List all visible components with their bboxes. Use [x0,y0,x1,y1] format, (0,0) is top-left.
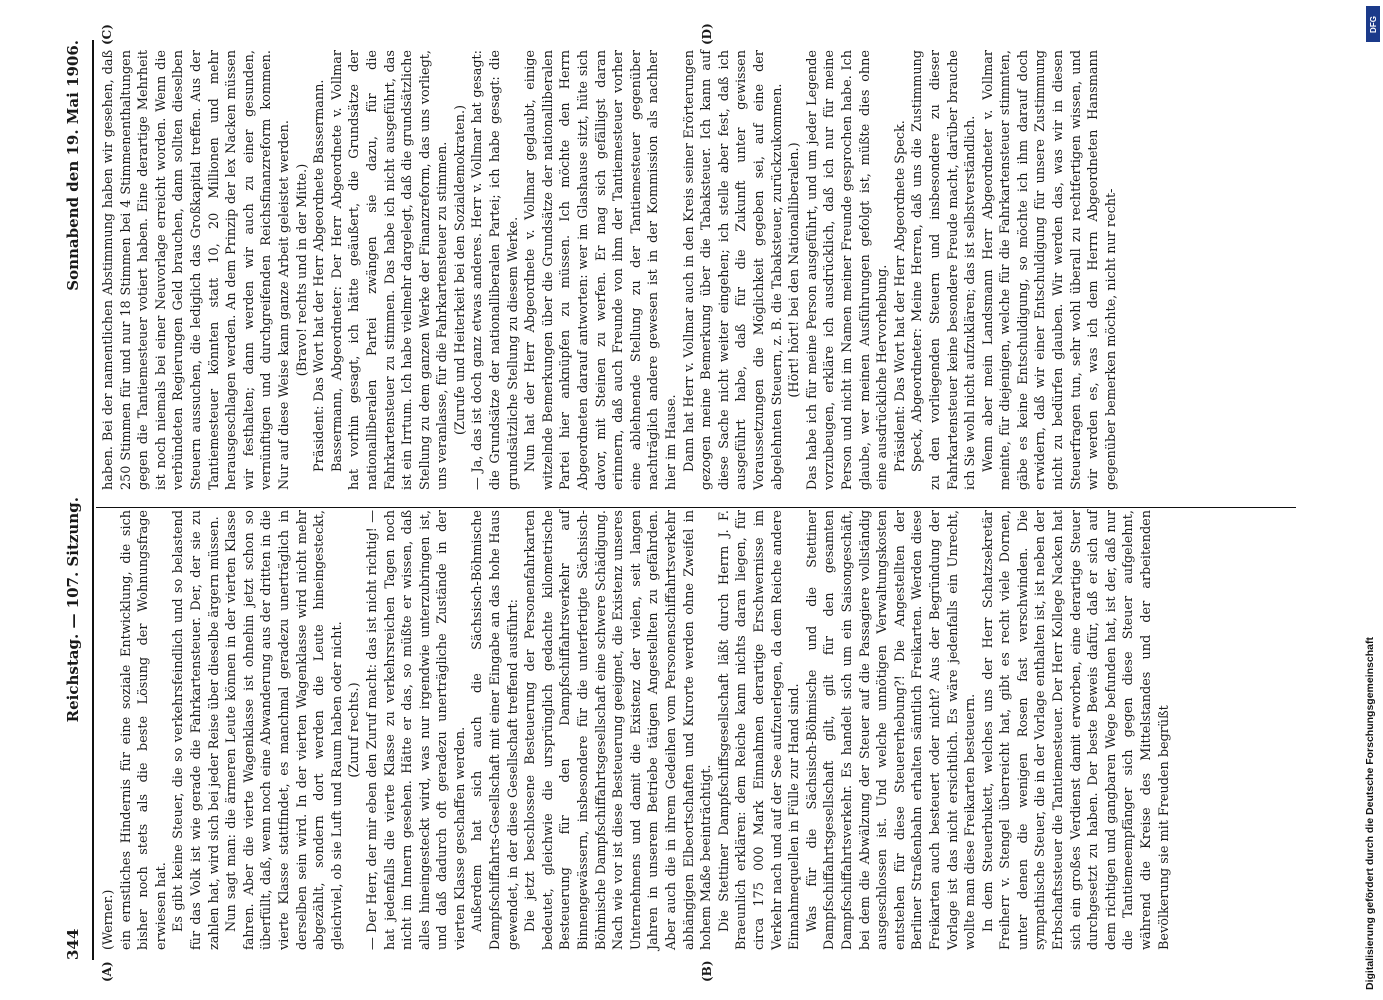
paragraph: — Ja, das ist doch ganz etwas anderes. Herr v. Vollmar hat gesagt: die Grundsätze der nationalliberalen Partei; ich habe gesagt: die grundsätzliche Stellung zu diesem Werke. [470,50,521,490]
page-number: 344 [64,928,82,960]
margin-marker-a: (A) [100,961,114,982]
paragraph: Bassermann, Abgeordneter: Der Herr Abgeordnete v. Vollmar hat vorhin gesagt, ich hätte geäußert, die Grundsätze der nationalliberalen Partei zwängen sie dazu, für die Fahrkartensteuer zu stimmen. Das habe ich nicht ausgeführt, das ist ein Irrtum. Ich habe vielmehr dargelegt, daß die grundsätzliche Stellung zu dem ganzen Werke der Finanzreform, das uns vorliegt, uns veranlasse, für die Fahrkartensteuer zu stimmen. [329,50,451,490]
paragraph: Was für die Sächsisch-Böhmische und die Stettiner Dampfschiffahrtsgesellschaft gilt, gilt für den gesamten Dampfschiffahrtsverkehr. Es handelt sich um ein Saisongeschäft, bei dem die Abwälzung der Steuer auf die Passagiere vollständig ausgeschlossen ist. Und welche unnötigen Verwaltungskosten entstehen für diese Steuererhebung?! Die Angestellten der Berliner Straßenbahn erhalten sämtlich Freikarten. Werden diese Freikarten auch besteuert oder nicht? Aus der Begründung der Vorlage ist das nicht ersichtlich. Es wäre jedenfalls ein Unrecht, wollte man diese Freikarten besteuern. [804,510,979,950]
header-rule [92,40,94,960]
session-title: Reichstag. — 107. Sitzung. [64,497,82,723]
right-column [100,50,1120,490]
paragraph: haben. Bei der namentlichen Abstimmung haben wir gesehen, daß 250 Stimmen für und nur 18 Stimmen bei 4 Stimmenenthaltungen gegen die Tantiemesteuer votiert haben. Eine derartige Mehrheit ist noch niemals bei einer Neuvorlage erreicht worden. Wenn die verbündeten Regierungen Geld brauchen, dann sollten dieselben Steuern aussuchen, die lediglich das Großkapital treffen. Aus der Tantiemesteuer könnten statt 10, 20 Millionen und mehr herausgeschlagen werden. An dem Prinzip der lex Nacken müssen wir festhalten; dann werden wir auch zu einer gesunden, vernünftigen und durchgreifenden Reichsfinanzreform kommen. Nur auf diese Weise kann ganze Arbeit geleistet werden. [101,50,292,490]
page-header [58,40,88,960]
interjection: (Zurufe und Heiterkeit bei den Sozialdemokraten.) [452,104,468,436]
quotation: Die jetzt beschlossene Besteuerung der Personenfahrkarten bedeutet, gleichwie die ursprünglich gedachte kilometrische Besteuerung für den Dampfschiffahrtsverkehr auf Binnengewässern, insbesondere für die unterfertigte Sächsisch-Böhmische Dampfschiffahrtsgesellschaft eine schwere Schädigung. Nach wie vor ist diese Besteuerung geeignet, die Existenz unseres Unternehmens und damit die Existenz der vielen, seit langen Jahren in unserem Betriebe tätigen Angestellten zu gefährden. Aber auch die in ihrem Gedeihen vom Personenschiffahrtsverkehr abhängigen Elbeortschaften und Kurorte werden ohne Zweifel in hohem Maße beeinträchtigt. [523,510,715,950]
margin-marker-b: (B) [700,960,714,982]
paragraph: Dann hat Herr v. Vollmar auch in den Kreis seiner Erörterungen gezogen meine Bemerkung über die Tabaksteuer. Ich kann auf diese Sache nicht weiter eingehen; ich stelle aber fest, daß ich ausgeführt habe, daß für die Zukunft unter gewissen Voraussetzungen die Möglichkeit gegeben sei, auf eine der abgelehnten Steuern, z. B. die Tabaksteuer, zurückzukommen. [681,50,785,490]
speaker-label: (Werner.) [101,889,116,950]
paragraph: Die Stettiner Dampfschiffsgesellschaft läßt durch Herrn J. F. Braeunlich erklären: dem Reiche kann nichts daran liegen, für circa 175 000 Mark Einnahmen derartige Erschwernisse im Verkehr nach und auf der See aufzuerlegen, da dem Reiche andere Einnahmequellen in Fülle zur Hand sind. [716,510,803,950]
president-line: Präsident: Das Wort hat der Herr Abgeordnete Bassermann. [312,79,328,472]
paragraph: Speck, Abgeordneter: Meine Herren, daß uns die Zustimmung zu den vorliegenden Steuern und insbesondere zu dieser Fahrkartensteuer keine besondere Freude macht, darüber brauche ich Sie wohl nicht aufzuklären; das ist selbstverständlich. [910,50,979,490]
margin-marker-c: (C) [100,24,114,45]
paragraph: ein ernstliches Hindernis für eine soziale Entwicklung, die sich bisher noch stets als die beste Lösung der Wohnungsfrage erwiesen hat. [118,510,169,950]
interjection: (Zuruf rechts.) [347,682,363,778]
session-date: Sonnabend den 19. Mai 1906. [64,40,82,291]
funding-credit: Digitalisierung gefördert durch die Deutsche Forschungsgemeinschaft [1364,637,1376,990]
paragraph: Nun hat der Herr Abgeordnete v. Vollmar geglaubt, einige witzelnde Bemerkungen über die Grundsätze der nationalliberalen Partei hier anknüpfen zu müssen. Ich möchte den Herrn Abgeordneten darauf antworten: wer im Glashause sitzt, hüte sich davor, mit Steinen zu werfen. Er mag sich gefälligst daran erinnern, daß auch Freunde von ihm der Tantiemesteuer vorher eine ablehnende Stellung zu der Tantiemesteuer gegenüber nachträglich andere gewesen ist in der Kommission als nachher hier im Hause. [523,50,679,490]
left-column [100,510,1173,950]
interjection: (Bravo! rechts und in der Mitte.) [294,163,310,377]
paragraph: — Der Herr, der mir eben den Zuruf macht: das ist nicht richtig! — hat jedenfalls die vierte Klasse zu verkehrsreichen Tagen noch nicht im Innern gesehen. Hätte er das, so müßte er wissen, daß alles hineingesteckt wird, was nur irgendwie unterzubringen ist, und daß dadurch oft geradezu unerträgliche Zustände in der vierten Klasse geschaffen werden. [364,510,468,950]
paragraph: In dem Steuerbukett, welches uns der Herr Schatzsekretär Freiherr v. Stengel überreicht hat, gibt es recht viele Dornen, unter denen die wenigen Rosen fast verschwinden. Die sympathische Steuer, die in der Vorlage enthalten ist, ist neben der Erbschaftssteuer die Tantiemesteuer. Der Herr Kollege Nacken hat sich ein großes Verdienst damit erworben, eine derartige Steuer durchgesetzt zu haben. Der beste Beweis dafür, daß er sich auf dem richtigen und gangbaren Wege befunden hat, ist der, daß nur die Tantiemeempfänger sich gegen diese Steuer aufgelehnt, während die Kreise des Mittelstandes und der arbeitenden Bevölkerung sie mit Freuden begrüßt [980,510,1172,950]
president-line: Präsident: Das Wort hat der Herr Abgeordnete Speck. [892,120,908,472]
interjection: (Hört! hört! bei den Nationalliberalen.) [787,142,803,398]
margin-marker-d: (D) [700,23,714,45]
dfg-logo: DFG [1366,6,1380,42]
paragraph: Es gibt keine Steuer, die so verkehrsfeindlich und so belastend für das Volk ist wie gerade die Fahrkartensteuer. Der, der sie zu zahlen hat, wird sich bei jeder Reise über dieselbe ärgern müssen. [171,510,222,950]
paragraph: Nun sagt man: die ärmeren Leute können in der vierten Klasse fahren. Aber die vierte Wagenklasse ist ohnehin jetzt schon so überfüllt, daß, wenn noch eine Abwanderung aus der dritten in die vierte Klasse stattfindet, es manchmal geradezu unerträglich in derselben sein wird. In der vierten Wagenklasse wird nicht mehr abgezählt, sondern dort werden die Leute hineingesteckt, gleichviel, ob sie Luft und Raum haben oder nicht. [224,510,345,950]
paragraph: Das habe ich für meine Person ausgeführt, und um jeder Legende vorzubeugen, erkläre ich ausdrücklich, daß ich nur für meine Person und nicht im Namen meiner Freunde gesprochen habe. Ich glaube, wer meinen Ausführungen gefolgt ist, müßte dies ohne eine ausdrückliche Hervorhebung. [804,50,891,490]
column-divider [96,507,1296,508]
paragraph: Wenn aber mein Landsmann Herr Abgeordneter v. Vollmar meinte, für diejenigen, welche für die Fahrkartensteuer stimmten, gäbe es keine Entschuldigung, so möchte ich ihm darauf doch erwidern, daß wir einer Entschuldigung für unsere Zustimmung nicht zu bedürfen glauben. Wir werden das, was wir in diesen Steuerfragen tun, sehr wohl überall zu rechtfertigen wissen, und wir werden es, was ich dem Herrn Abgeordneten Hansmann gegenüber bemerken möchte, nicht nur recht- [980,50,1119,490]
paragraph: Außerdem hat sich auch die Sächsisch-Böhmische Dampfschiffahrts-Gesellschaft mit einer Eingabe an das hohe Haus gewendet, in der diese Gesellschaft treffend ausführt: [470,510,521,950]
